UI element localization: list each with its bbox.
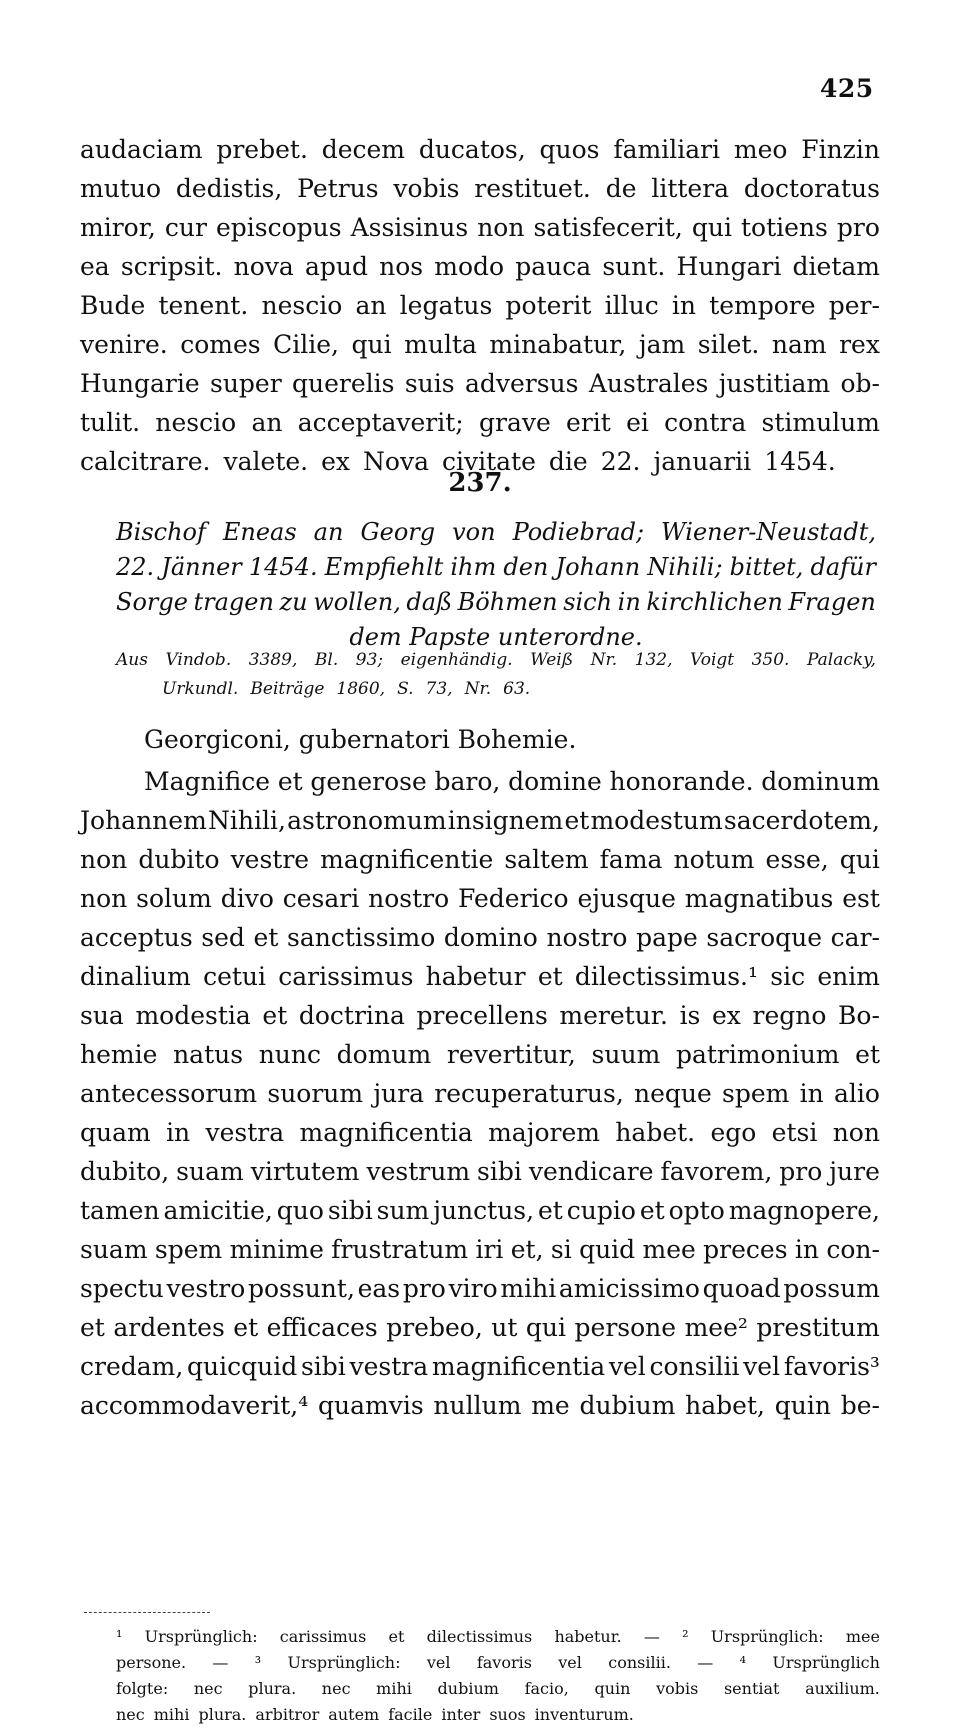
text-line: sua modestia et doctrina precellens meretur. is ex regno Bo- — [80, 1001, 880, 1030]
footnote-line: ¹ Ursprünglich: carissimus et dilectissimus habetur. — ² Ursprünglich: mee — [116, 1627, 880, 1646]
text-line: suam spem minime frustratum iri et, si quid mee preces in con- — [80, 1235, 880, 1264]
source-line: Urkundl. Beiträge 1860, S. 73, Nr. 63. — [162, 679, 531, 699]
footnote-line: folgte: nec plura. nec mihi dubium facio, quin vobis sentiat auxilium. — [116, 1679, 880, 1698]
text-line: credam, quicquid sibi vestra magnificentia vel consilii vel favoris³ — [80, 1352, 880, 1381]
letter-number: 237. — [448, 468, 512, 498]
text-line: dubito, suam virtutem vestrum sibi vendicare favorem, pro jure — [80, 1157, 880, 1186]
page-number: 425 — [820, 74, 874, 103]
text-line: venire. comes Cilie, qui multa minabatur, jam silet. nam rex — [80, 330, 880, 359]
footnote-divider — [84, 1612, 210, 1614]
summary-line: 22. Jänner 1454. Empfiehlt ihm den Johann Nihili; bittet, dafür — [116, 553, 876, 581]
source-line: Aus Vindob. 3389, Bl. 93; eigenhändig. Weiß Nr. 132, Voigt 350. Palacky, — [116, 650, 876, 670]
text-line: audaciam prebet. decem ducatos, quos familiari meo Finzin — [80, 135, 880, 164]
text-line: ea scripsit. nova apud nos modo pauca sunt. Hungari dietam — [80, 252, 880, 281]
text-line: quam in vestra magnificentia majorem habet. ego etsi non — [80, 1118, 880, 1147]
text-line: tamen amicitie, quo sibi sum junctus, et cupio et opto magnopere, — [80, 1196, 880, 1225]
letter-address: Georgiconi, gubernatori Bohemie. — [144, 725, 577, 754]
text-line: acceptus sed et sanctissimo domino nostro pape sacroque car- — [80, 923, 880, 952]
letter-summary — [116, 515, 876, 655]
source-note — [116, 646, 876, 704]
letter-body — [80, 762, 880, 1425]
text-line: spectu vestro possunt, eas pro viro mihi amicissimo quoad possum — [80, 1274, 880, 1303]
text-line: Bude tenent. nescio an legatus poterit illuc in tempore per- — [80, 291, 880, 320]
text-line: antecessorum suorum jura recuperaturus, neque spem in alio — [80, 1079, 880, 1108]
footnotes — [116, 1624, 880, 1728]
text-line: et ardentes et efficaces prebeo, ut qui persone mee² prestitum — [80, 1313, 880, 1342]
summary-line: dem Papste unterordne. — [349, 623, 643, 651]
footnote-line: persone. — ³ Ursprünglich: vel favoris vel consilii. — ⁴ Ursprünglich — [116, 1653, 880, 1672]
text-line: hemie natus nunc domum revertitur, suum patrimonium et — [80, 1040, 880, 1069]
text-line: Johannem Nihili, astronomum insignem et modestum sacerdotem, — [80, 806, 880, 835]
text-line: accommodaverit,⁴ quamvis nullum me dubium habet, quin be- — [80, 1391, 880, 1420]
text-line: Magnifice et generose baro, domine honorande. dominum — [144, 767, 880, 796]
text-line: calcitrare. valete. ex Nova civitate die 22. januarii 1454. — [80, 447, 836, 476]
text-line: tulit. nescio an acceptaverit; grave erit ei contra stimulum — [80, 408, 880, 437]
text-line: miror, cur episcopus Assisinus non satisfecerit, qui totiens pro — [80, 213, 880, 242]
footnote-line: nec mihi plura. arbitror autem facile inter suos inventurum. — [116, 1705, 634, 1724]
intro-paragraph — [80, 130, 880, 481]
summary-line: Bischof Eneas an Georg von Podiebrad; Wiener-Neustadt, — [116, 518, 876, 546]
text-line: non solum divo cesari nostro Federico ejusque magnatibus est — [80, 884, 880, 913]
text-line: dinalium cetui carissimus habetur et dilectissimus.¹ sic enim — [80, 962, 880, 991]
text-line: Hungarie super querelis suis adversus Australes justitiam ob- — [80, 369, 880, 398]
text-line: non dubito vestre magnificentie saltem fama notum esse, qui — [80, 845, 880, 874]
text-line: mutuo dedistis, Petrus vobis restituet. de littera doctoratus — [80, 174, 880, 203]
summary-line: Sorge tragen zu wollen, daß Böhmen sich in kirchlichen Fragen — [116, 588, 876, 616]
